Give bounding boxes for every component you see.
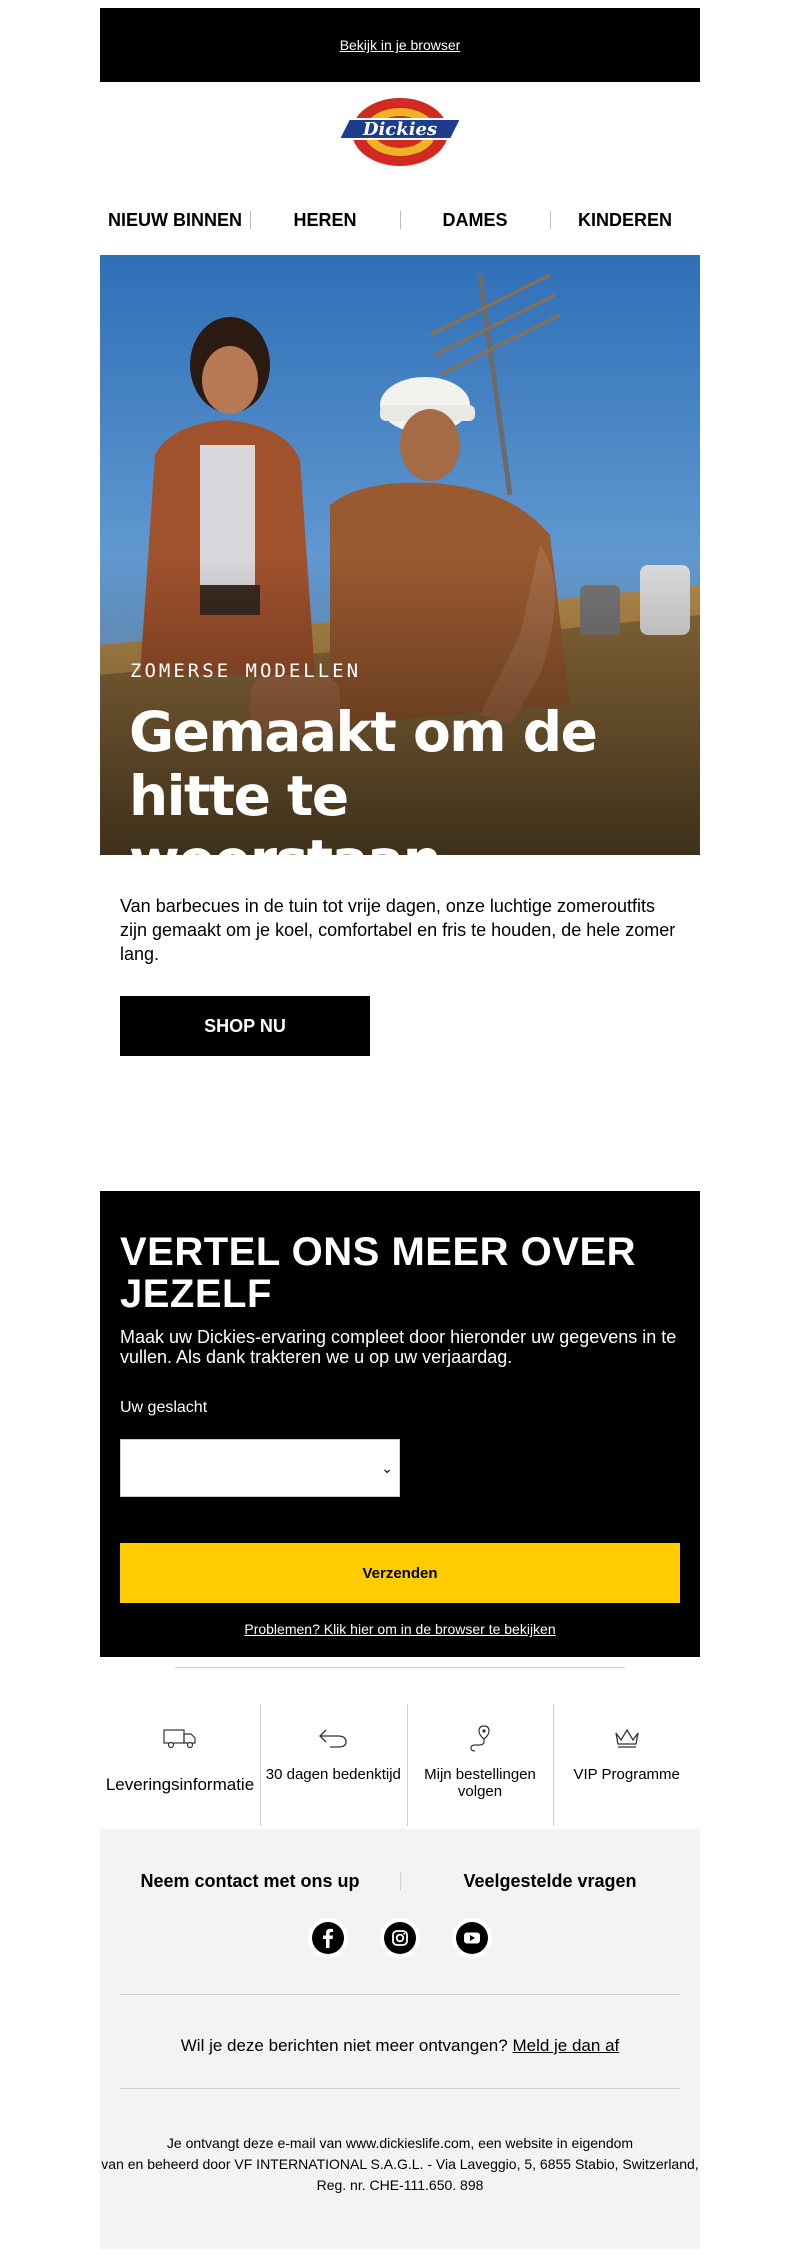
nav-item-dames[interactable]: DAMES bbox=[400, 202, 550, 238]
hero-headline-line-1: Gemaakt om de bbox=[129, 700, 597, 764]
legal-line-2: van en beheerd door VF INTERNATIONAL S.A.G.L. - Via Laveggio, 5, 6855 Stabio, Switzerland, bbox=[101, 2156, 699, 2172]
footer bbox=[100, 1829, 700, 2249]
shop-now-button[interactable]: SHOP NU bbox=[120, 996, 370, 1056]
facebook-icon[interactable] bbox=[308, 1918, 348, 1958]
survey-section bbox=[100, 1191, 700, 1657]
service-vip-programme[interactable] bbox=[553, 1704, 700, 1824]
unsubscribe-question: Wil je deze berichten niet meer ontvangen? bbox=[180, 2036, 508, 2055]
dickies-logo-icon bbox=[335, 95, 465, 169]
unsubscribe-text bbox=[100, 2036, 700, 2056]
footer-divider bbox=[120, 1994, 680, 1995]
youtube-icon[interactable] bbox=[452, 1918, 492, 1958]
service-return-label: 30 dagen bedenktijd bbox=[265, 1766, 401, 1783]
legal-line-1: Je ontvangt deze e-mail van www.dickieslife.com, een website in eigendom bbox=[166, 2135, 634, 2151]
route-pin-icon bbox=[467, 1716, 493, 1760]
return-arrow-icon bbox=[318, 1716, 348, 1760]
gender-label: Uw geslacht bbox=[120, 1399, 208, 1416]
service-delivery-label: Leveringsinformatie bbox=[105, 1775, 255, 1794]
intro-text: Van barbecues in de tuin tot vrije dagen, onze luchtige zomeroutfits zijn gemaakt om je koel, comfortabel en fris te houden, de hele zomer lang. bbox=[120, 896, 676, 964]
legal-text bbox=[100, 2133, 700, 2196]
logo-wordmark: Dickies bbox=[362, 119, 438, 140]
preheader-bar bbox=[100, 8, 700, 82]
hero-banner[interactable] bbox=[100, 255, 700, 892]
instagram-icon[interactable] bbox=[380, 1918, 420, 1958]
footer-links bbox=[100, 1869, 700, 1893]
gender-select[interactable] bbox=[120, 1439, 400, 1497]
truck-icon bbox=[163, 1716, 197, 1760]
service-track-label: Mijn bestellingen volgen bbox=[424, 1766, 536, 1800]
social-links bbox=[100, 1918, 700, 1958]
service-track-orders[interactable] bbox=[407, 1704, 554, 1824]
brand-logo[interactable] bbox=[100, 94, 700, 170]
faq-link[interactable]: Veelgestelde vragen bbox=[400, 1869, 700, 1893]
survey-title: VERTEL ONS MEER OVER JEZELF bbox=[120, 1230, 637, 1316]
unsubscribe-link[interactable]: Meld je dan af bbox=[512, 2036, 620, 2055]
service-delivery-info[interactable] bbox=[100, 1704, 260, 1824]
hero-headline bbox=[129, 700, 669, 892]
nav-item-nieuw-binnen[interactable]: NIEUW BINNEN bbox=[108, 209, 242, 230]
nav-item-heren[interactable]: HEREN bbox=[250, 202, 400, 238]
nav-item-kinderen[interactable]: KINDEREN bbox=[550, 202, 700, 238]
chevron-down-icon: ⌄ bbox=[381, 1460, 393, 1476]
survey-intro: Maak uw Dickies-ervaring compleet door hieronder uw gegevens in te vullen. Als dank trakteren we u op uw verjaardag. bbox=[120, 1327, 677, 1367]
view-in-browser-link[interactable]: Bekijk in je browser bbox=[339, 37, 461, 53]
service-links bbox=[100, 1704, 700, 1824]
divider bbox=[175, 1667, 625, 1668]
hero-kicker: ZOMERSE MODELLEN bbox=[130, 660, 362, 682]
submit-button[interactable]: Verzenden bbox=[120, 1543, 680, 1603]
contact-us-link[interactable]: Neem contact met ons up bbox=[140, 1871, 360, 1891]
service-return-policy[interactable] bbox=[260, 1704, 407, 1824]
view-in-browser-problem-link[interactable]: Problemen? Klik hier om in de browser te bekijken bbox=[244, 1621, 556, 1637]
legal-line-3: Reg. nr. CHE-111.650. 898 bbox=[316, 2177, 484, 2193]
category-nav bbox=[100, 202, 700, 238]
footer-divider bbox=[120, 2088, 680, 2089]
service-vip-label: VIP Programme bbox=[573, 1766, 680, 1783]
hero-headline-line-2: hitte te weerstaan bbox=[129, 764, 441, 892]
crown-icon bbox=[614, 1716, 640, 1760]
